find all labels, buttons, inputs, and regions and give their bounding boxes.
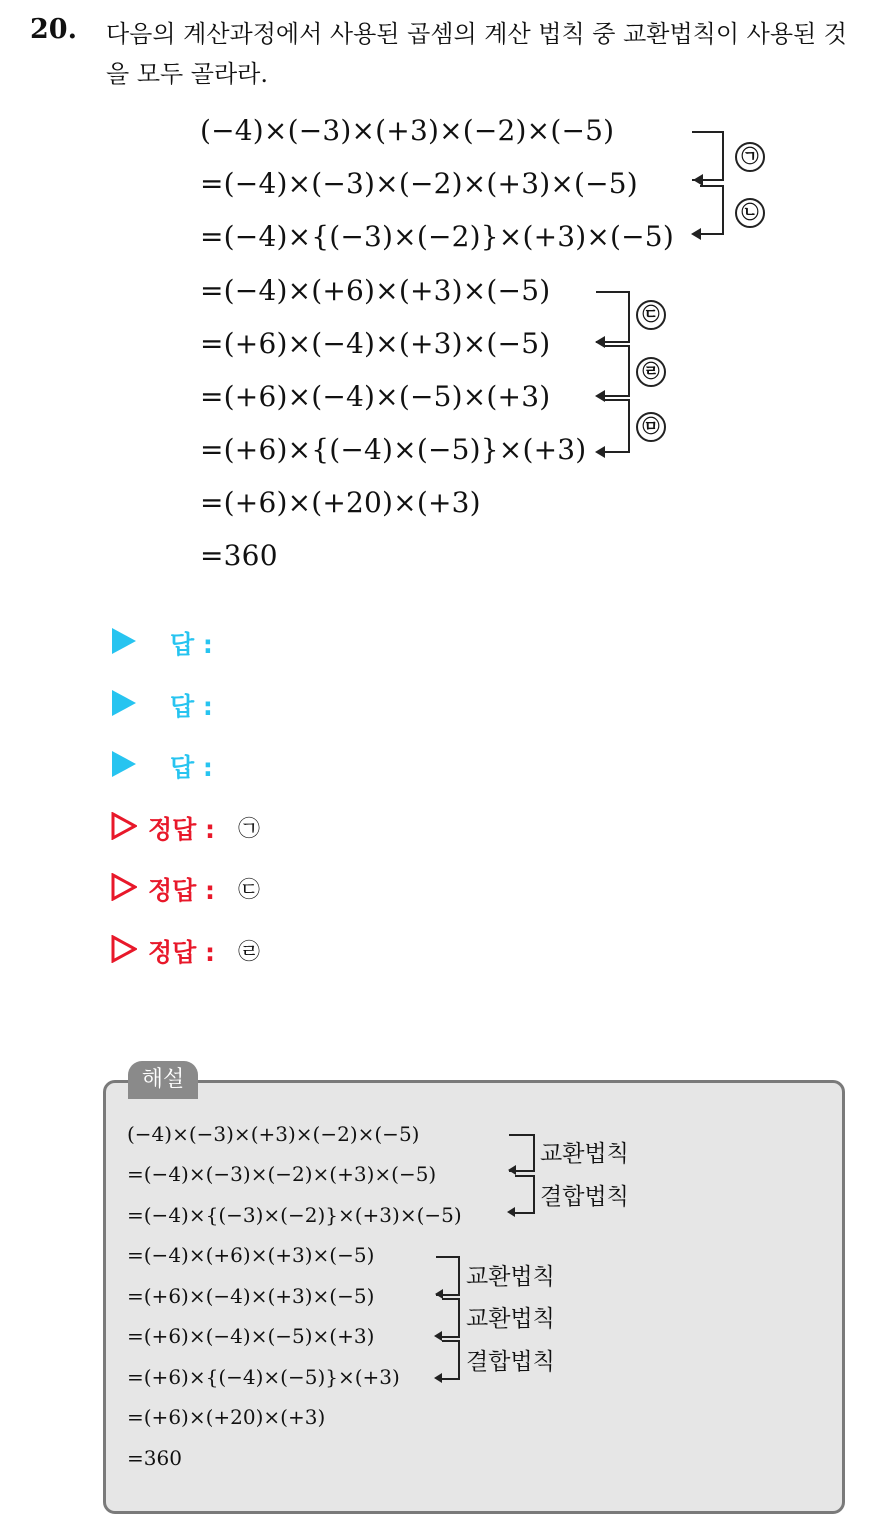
bracket-e — [604, 399, 630, 453]
explanation-step-3: =(−4)×{(−3)×(−2)}×(+3)×(−5) — [127, 1203, 462, 1227]
answer-arrow-icon — [112, 751, 136, 777]
explanation-tab: 해설 — [128, 1061, 198, 1099]
explanation-step-5: =(+6)×(−4)×(+3)×(−5) — [127, 1284, 375, 1308]
step-7: =(+6)×{(−4)×(−5)}×(+3) — [200, 433, 587, 466]
solution-label: 정답 : — [148, 876, 216, 905]
solution-value: ㉠ — [238, 817, 261, 842]
arrow-line-a — [702, 179, 724, 181]
explanation-arrow-head-2 — [507, 1207, 515, 1217]
arrow-line-e — [604, 451, 630, 453]
step-2: =(−4)×(−3)×(−2)×(+3)×(−5) — [200, 167, 638, 200]
step-6: =(+6)×(−4)×(−5)×(+3) — [200, 380, 551, 413]
marker-c: ㉢ — [636, 300, 666, 330]
explanation-bracket-4 — [442, 1298, 460, 1338]
solution-label: 정답 : — [148, 938, 216, 967]
explanation-law-4: 교환법칙 — [466, 1306, 555, 1332]
explanation-arrow-head-4 — [434, 1331, 442, 1341]
explanation-arrow-head-1 — [508, 1165, 516, 1175]
solution-label: 정답 : — [148, 815, 216, 844]
explanation-step-9: =360 — [127, 1446, 182, 1470]
question-number: 20. — [30, 14, 77, 45]
step-8: =(+6)×(+20)×(+3) — [200, 486, 481, 519]
marker-a: ㉠ — [735, 142, 765, 172]
answer-arrow-icon — [112, 628, 136, 654]
explanation-arrow-line-1 — [516, 1170, 535, 1172]
explanation-arrow-line-2 — [515, 1212, 535, 1214]
marker-d: ㉣ — [636, 357, 666, 387]
answer-label: 답 : — [170, 753, 213, 782]
explanation-bracket-2 — [515, 1175, 535, 1214]
explanation-law-5: 결합법칙 — [466, 1349, 555, 1375]
step-1: (−4)×(−3)×(+3)×(−2)×(−5) — [200, 114, 615, 147]
answer-arrow-icon — [112, 690, 136, 716]
step-4: =(−4)×(+6)×(+3)×(−5) — [200, 274, 551, 307]
question-text: 다음의 계산과정에서 사용된 곱셈의 계산 법칙 중 교환법칙이 사용된 것을 모두 골라라. — [106, 20, 847, 88]
explanation-arrow-head-5 — [434, 1373, 442, 1383]
explanation-step-6: =(+6)×(−4)×(−5)×(+3) — [127, 1324, 375, 1348]
bracket-d — [604, 345, 630, 397]
solution-arrow-icon — [111, 873, 137, 901]
explanation-arrow-line-5 — [442, 1378, 460, 1380]
bracket-b — [700, 185, 724, 235]
explanation-step-4: =(−4)×(+6)×(+3)×(−5) — [127, 1243, 375, 1267]
arrow-line-c — [604, 341, 630, 343]
explanation-step-2: =(−4)×(−3)×(−2)×(+3)×(−5) — [127, 1162, 437, 1186]
marker-e: ㉤ — [636, 412, 666, 442]
explanation-law-2: 결합법칙 — [540, 1184, 629, 1210]
solution-value: ㉢ — [238, 878, 261, 903]
solution-arrow-icon — [111, 812, 137, 840]
explanation-law-1: 교환법칙 — [540, 1141, 629, 1167]
answer-label: 답 : — [170, 630, 213, 659]
explanation-step-8: =(+6)×(+20)×(+3) — [127, 1405, 326, 1429]
solution-value: ㉣ — [238, 940, 261, 965]
marker-b: ㉡ — [735, 198, 765, 228]
arrow-head-e — [595, 446, 605, 458]
step-5: =(+6)×(−4)×(+3)×(−5) — [200, 327, 551, 360]
explanation-law-3: 교환법칙 — [466, 1264, 555, 1290]
arrow-line-d — [604, 395, 630, 397]
step-9: =360 — [200, 539, 278, 572]
arrow-line-b — [700, 233, 724, 235]
explanation-step-1: (−4)×(−3)×(+3)×(−2)×(−5) — [127, 1122, 420, 1146]
answer-label: 답 : — [170, 692, 213, 721]
step-3: =(−4)×{(−3)×(−2)}×(+3)×(−5) — [200, 220, 674, 253]
solution-arrow-icon — [111, 935, 137, 963]
explanation-arrow-line-4 — [442, 1336, 460, 1338]
explanation-step-7: =(+6)×{(−4)×(−5)}×(+3) — [127, 1365, 400, 1389]
arrow-head-b — [691, 228, 701, 240]
explanation-arrow-line-3 — [443, 1294, 460, 1296]
explanation-bracket-5 — [442, 1340, 460, 1380]
